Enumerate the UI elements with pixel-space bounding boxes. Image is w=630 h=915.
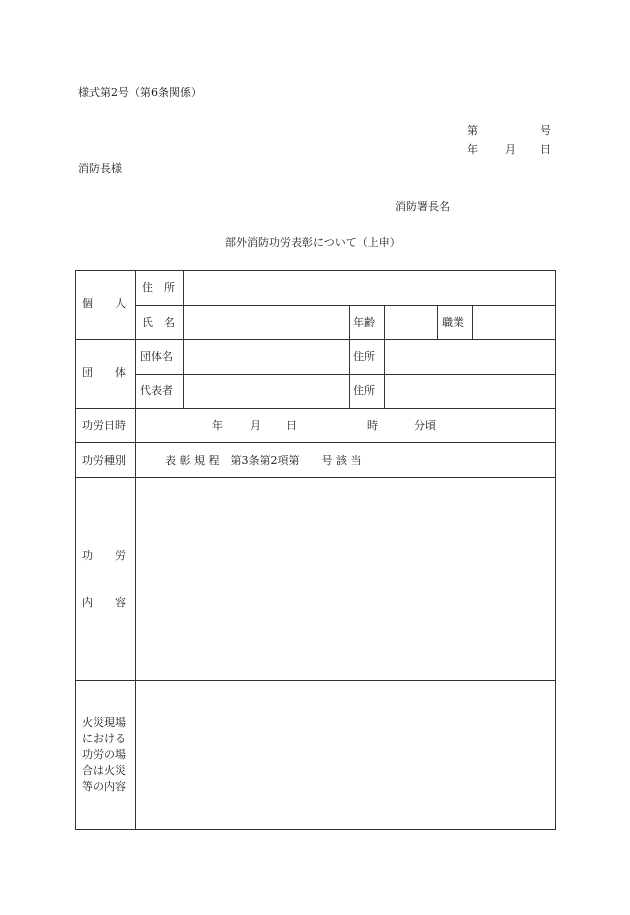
addressee: 消防長様 [78,162,122,175]
date-year: 年 [467,143,478,156]
merit-datetime-label: 功労日時 [82,419,126,432]
group-name-label: 団体名 [140,350,173,363]
merit-type-label: 功労種別 [82,454,126,467]
merit-minute: 分頃 [414,419,436,432]
group-address-label: 住所 [353,350,375,363]
document-title: 部外消防功労表彰について（上申） [225,236,401,249]
fire-scene-label-1: 火災現場 [82,716,126,729]
date-day: 日 [540,143,551,156]
group-section-label: 団 体 [82,366,126,379]
representative-label: 代表者 [140,384,173,397]
fire-scene-label-5: 等の内容 [82,780,126,793]
individual-address-label: 住 所 [142,281,175,294]
merit-type-text: 表 彰 規 程 第3条第2項第 号 該 当 [165,454,362,467]
doc-number-prefix: 第 [467,124,478,137]
merit-content-label-2: 内 容 [82,596,126,609]
merit-year: 年 [212,419,223,432]
fire-scene-label-3: 功労の場 [82,748,126,761]
individual-section-label: 個 人 [82,297,126,310]
merit-day: 日 [286,419,297,432]
doc-number-suffix: 号 [540,124,551,137]
form-number: 様式第2号（第6条関係） [78,86,202,99]
merit-month: 月 [250,419,261,432]
merit-hour: 時 [367,419,378,432]
date-month: 月 [505,143,516,156]
sender: 消防署長名 [395,200,450,213]
individual-age-label: 年齢 [353,316,375,329]
fire-scene-label-2: における [82,732,126,745]
individual-occupation-label: 職業 [442,316,464,329]
merit-content-label-1: 功 労 [82,549,126,562]
fire-scene-label-4: 合は火災 [82,764,126,777]
representative-address-label: 住所 [353,384,375,397]
individual-name-label: 氏 名 [142,316,175,329]
